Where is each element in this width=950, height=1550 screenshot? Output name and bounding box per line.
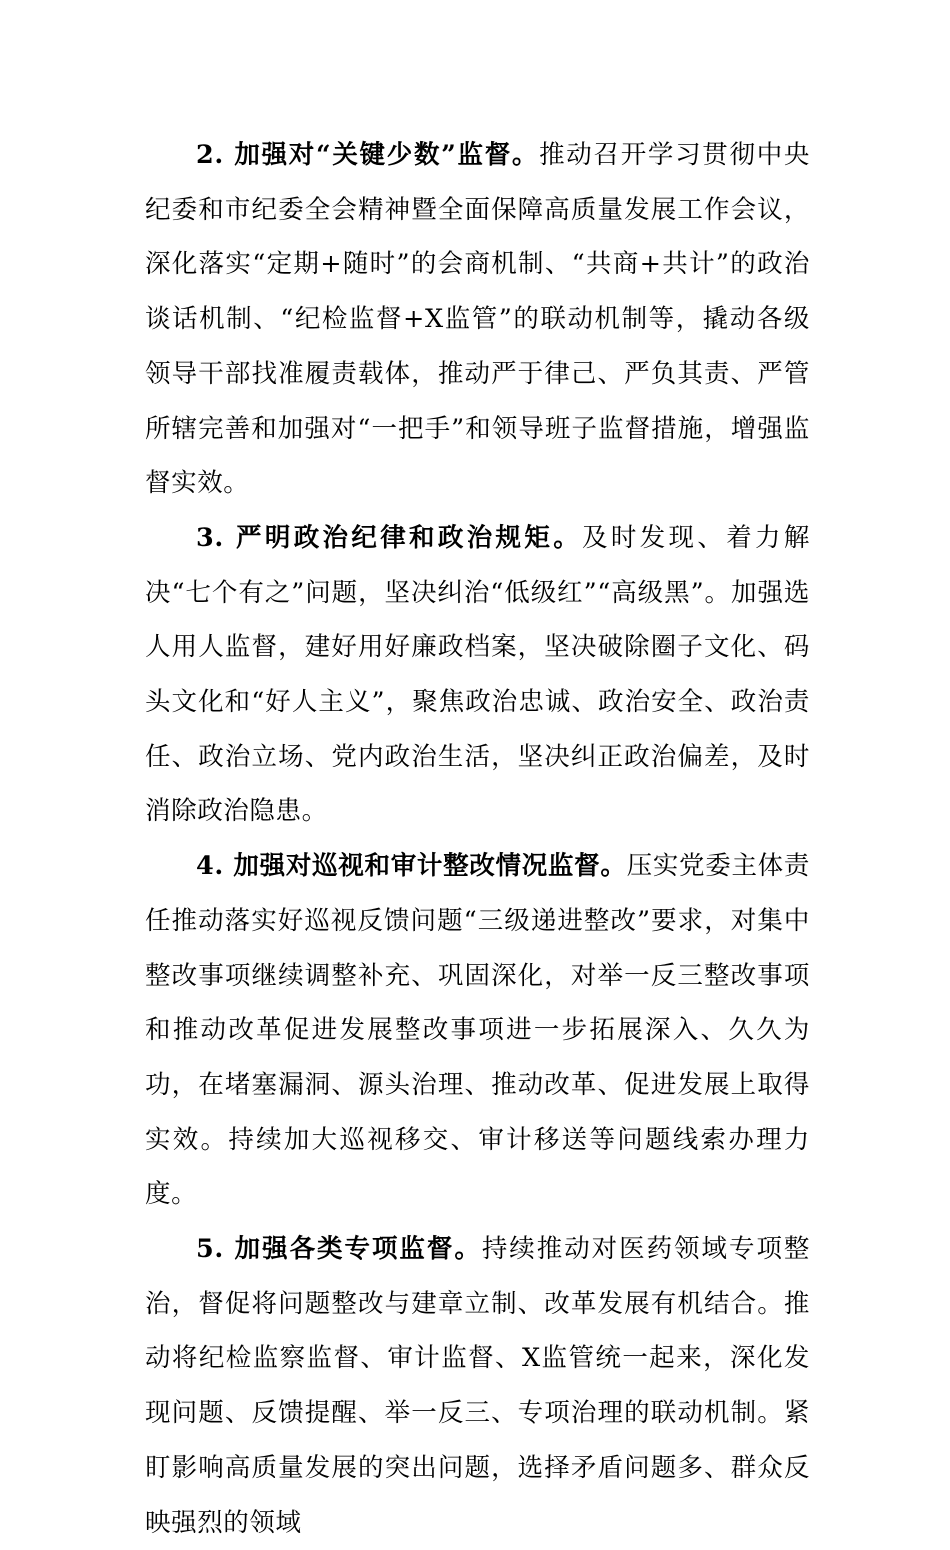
paragraph-5	[145, 1222, 810, 1550]
paragraph-heading: 4. 加强对巡视和审计整改情况监督。	[196, 851, 627, 882]
paragraph-body: 及时发现、着力解决“七个有之”问题，坚决纠治“低级红”“高级黑”。加强选人用人监督，建好用好廉政档案，坚决破除圈子文化、码头文化和“好人主义”，聚焦政治忠诚、政治安全、政治责任、政治立场、党内政治生活，坚决纠正政治偏差，及时消除政治隐患。	[145, 522, 810, 827]
paragraph-body: 压实党委主体责任推动落实好巡视反馈问题“三级递进整改”要求，对集中整改事项继续调整补充、巩固深化，对举一反三整改事项和推动改革促进发展整改事项进一步拓展深入、久久为功，在堵塞漏洞、源头治理、推动改革、促进发展上取得实效。持续加大巡视移交、审计移送等问题线索办理力度。	[145, 851, 810, 1210]
paragraph-4	[145, 839, 810, 1222]
paragraph-body: 持续推动对医药领域专项整治，督促将问题整改与建章立制、改革发展有机结合。推动将纪检监察监督、审计监督、X监管统一起来，深化发现问题、反馈提醒、举一反三、专项治理的联动机制。紧盯影响高质量发展的突出问题，选择矛盾问题多、群众反映强烈的领域	[145, 1234, 811, 1538]
paragraph-3	[145, 511, 810, 839]
paragraph-heading: 3. 严明政治纪律和政治规矩。	[196, 522, 583, 553]
paragraph-heading: 5. 加强各类专项监督。	[196, 1234, 482, 1265]
paragraph-body: 推动召开学习贯彻中央纪委和市纪委全会精神暨全面保障高质量发展工作会议，深化落实“定期+随时”的会商机制、“共商+共计”的政治谈话机制、“纪检监督+X监管”的联动机制等，撬动各级领导干部找准履责载体，推动严于律己、严负其责、严管所辖完善和加强对“一把手”和领导班子监督措施，增强监督实效。	[145, 140, 810, 499]
document-page	[145, 128, 810, 1550]
paragraph-2	[145, 128, 810, 511]
paragraph-heading: 2. 加强对“关键少数”监督。	[196, 140, 540, 170]
